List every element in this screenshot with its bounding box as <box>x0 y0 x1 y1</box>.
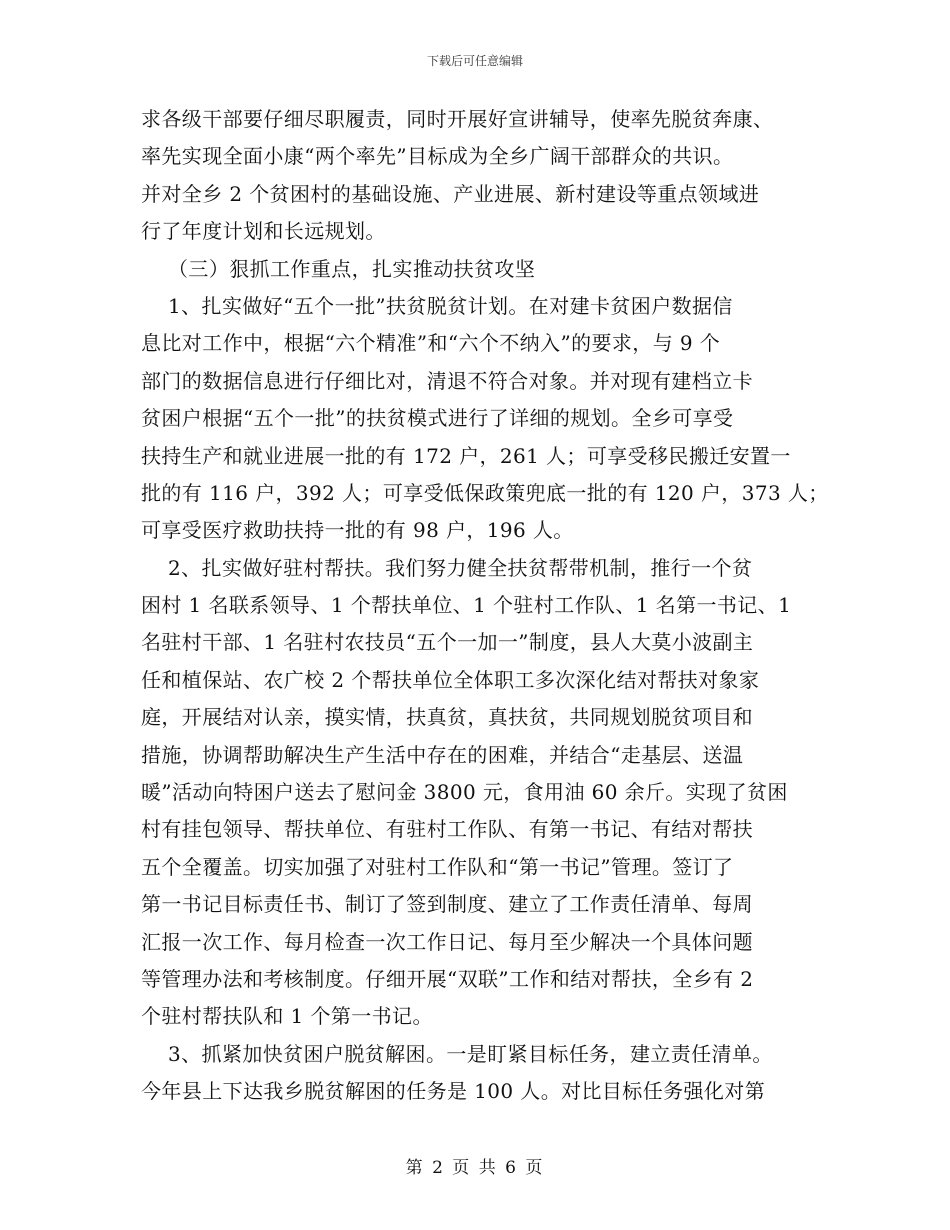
text-line: 第一书记目标责任书、制订了签到制度、建立了工作责任清单、每周 <box>141 892 753 917</box>
text-line: 汇报一次工作、每月检查一次工作日记、每月至少解决一个具体问题 <box>141 929 753 954</box>
document-body <box>141 101 841 1111</box>
text-line: 个驻村帮扶队和 1 个第一书记。 <box>141 1004 433 1029</box>
text-line: 可享受医疗救助扶持一批的有 98 户，196 人。 <box>141 518 574 543</box>
text-line: 息比对工作中，根据“六个精准”和“六个不纳入”的要求，与 9 个 <box>141 331 721 356</box>
text-line: 行了年度计划和长远规划。 <box>141 219 386 244</box>
text-line: 并对全乡 2 个贫困村的基础设施、产业进展、新村建设等重点领域进 <box>141 181 760 206</box>
text-line: 今年县上下达我乡脱贫解困的任务是 100 人。对比目标任务强化对第 <box>141 1079 766 1104</box>
text-line: 率先实现全面小康“两个率先”目标成为全乡广阔干部群众的共识。 <box>141 144 734 169</box>
text-line: 2、扎实做好驻村帮扶。我们努力健全扶贫帮带机制，推行一个贫 <box>141 555 753 580</box>
text-line: 困村 1 名联系领导、1 个帮扶单位、1 个驻村工作队、1 名第一书记、1 <box>141 593 792 618</box>
page-number: 第 2 页 共 6 页 <box>405 1158 545 1178</box>
text-line: 3、抓紧加快贫困户脱贫解困。一是盯紧目标任务，建立责任清单。 <box>141 1041 773 1066</box>
section-heading: （三）狠抓工作重点，扎实推动扶贫攻坚 <box>141 256 536 281</box>
text-line: 等管理办法和考核制度。仔细开展“双联”工作和结对帮扶，全乡有 2 <box>141 966 754 991</box>
text-line: 贫困户根据“五个一批”的扶贫模式进行了详细的规划。全乡可享受 <box>141 406 734 431</box>
page-header: 下载后可任意编辑 <box>426 54 523 68</box>
text-line: 五个全覆盖。切实加强了对驻村工作队和“第一书记”管理。签订了 <box>141 854 734 879</box>
text-line: 村有挂包领导、帮扶单位、有驻村工作队、有第一书记、有结对帮扶 <box>141 817 753 842</box>
text-line: 名驻村干部、1 名驻村农技员“五个一加一”制度，县人大莫小波副主 <box>141 630 754 655</box>
text-line: 部门的数据信息进行仔细比对，清退不符合对象。并对现有建档立卡 <box>141 368 753 393</box>
text-line: 任和植保站、农广校 2 个帮扶单位全体职工多次深化结对帮扶对象家 <box>141 667 760 692</box>
text-line: 扶持生产和就业进展一批的有 172 户，261 人；可享受移民搬迁安置一 <box>141 443 791 468</box>
text-line: 1、扎实做好“五个一批”扶贫脱贫计划。在对建卡贫困户数据信 <box>141 293 733 318</box>
text-line: 措施，协调帮助解决生产生活中存在的困难，并结合“走基层、送温 <box>141 742 744 767</box>
text-line: 庭，开展结对认亲，摸实情，扶真贫，真扶贫，共同规划脱贫项目和 <box>141 705 753 730</box>
text-line: 求各级干部要仔细尽职履责，同时开展好宣讲辅导，使率先脱贫奔康、 <box>141 107 774 131</box>
text-line: 批的有 116 户，392 人；可享受低保政策兜底一批的有 120 户，373 人； <box>141 480 829 505</box>
text-line: 暖”活动向特困户送去了慰问金 3800 元，食用油 60 余斤。实现了贫困 <box>141 780 788 805</box>
